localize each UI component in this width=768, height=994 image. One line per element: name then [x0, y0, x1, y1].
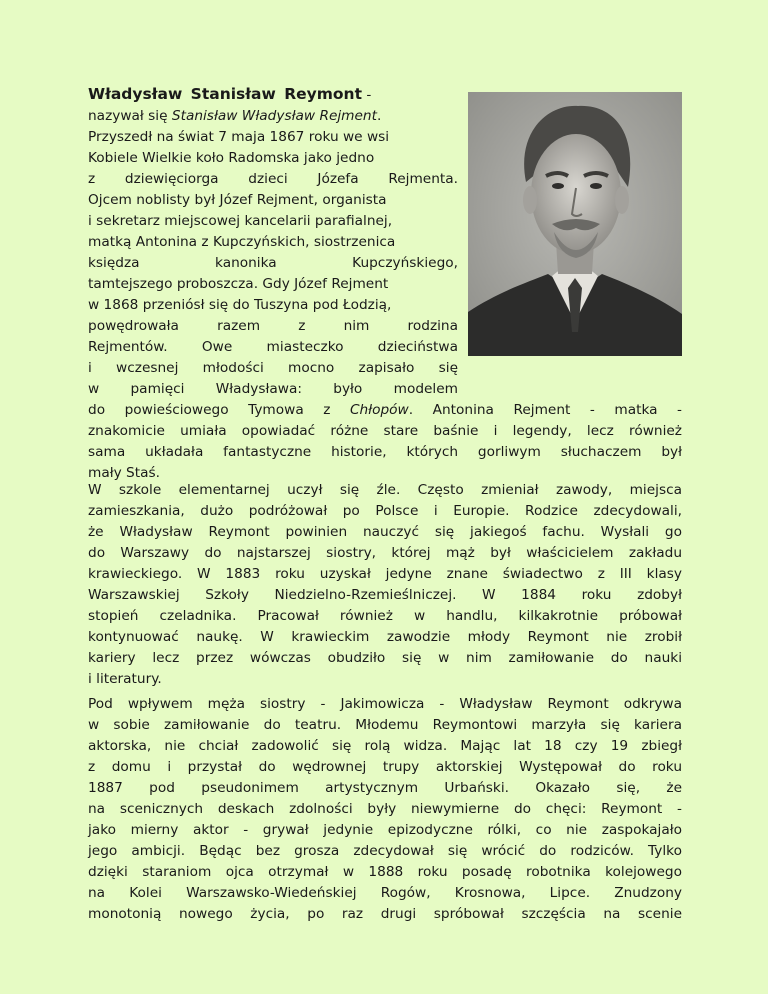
intro-line-5: z dziewięciorga dzieci Józefa Rejmenta.: [88, 171, 458, 187]
p3-line-1: Pod wpływem męża siostry - Jakimowicza - Władysław Reymont odkrywa: [88, 696, 682, 712]
p2-line-6: Warszawskiej Szkoły Niedzielno-Rzemieślniczej. W 1884 roku zdobył: [88, 587, 682, 603]
paragraph-3: [88, 694, 682, 925]
p3-line-4: z domu i przystał do wędrownej trupy aktorskiej Występował do roku: [88, 759, 682, 775]
birth-name: Stanisław Władysław Rejment: [171, 108, 377, 124]
p2-line-10: i literatury.: [88, 671, 162, 687]
p3-line-6: na scenicznych deskach zdolności były niewymierne do chęci: Reymont -: [88, 801, 682, 817]
p3-line-5: 1887 pod pseudonimem artystycznym Urbański. Okazało się, że: [88, 780, 682, 796]
p3-line-7: jako mierny aktor - grywał jedynie epizodyczne rólki, co nie zaspokajało: [88, 822, 682, 838]
intro-line-7: i sekretarz miejscowej kancelarii parafialnej,: [88, 213, 393, 229]
p2-line-5: krawieckiego. W 1883 roku uzyskał jedyne znane świadectwo z III klasy: [88, 566, 682, 582]
intro-line-3: Przyszedł na świat 7 maja 1867 roku we wsi: [88, 129, 390, 145]
p2-line-9: kariery lecz przez wówczas obudziło się w nim zamiłowanie do nauki: [88, 650, 682, 666]
intro-line-13: Rejmentów. Owe miasteczko dzieciństwa: [88, 339, 458, 355]
p2-line-1: W szkole elementarnej uczył się źle. Często zmieniał zawody, miejsca: [88, 482, 682, 498]
author-name-heading: Władysław Stanisław Reymont: [88, 85, 362, 103]
intro-line-4: Kobiele Wielkie koło Radomska jako jedno: [88, 150, 375, 166]
intro-line-18: sama układała fantastyczne historie, których gorliwym słuchaczem był: [88, 444, 682, 460]
p3-line-11: monotonią nowego życia, po raz drugi spróbował szczęścia na scenie: [88, 906, 682, 922]
p3-line-3: aktorska, nie chciał zadowolić się rolą widza. Mając lat 18 czy 19 zbiegł: [88, 738, 682, 754]
intro-line-10: tamtejszego proboszcza. Gdy Józef Rejment: [88, 276, 389, 292]
p3-line-10: na Kolei Warszawsko-Wiedeńskiej Rogów, Krosnowa, Lipce. Znudzony: [88, 885, 682, 901]
intro-line-11: w 1868 przeniósł się do Tuszyna pod Łodzią,: [88, 297, 392, 313]
intro-line-8: matką Antonina z Kupczyńskich, siostrzenica: [88, 234, 396, 250]
intro-line-12: powędrowała razem z nim rodzina: [88, 318, 458, 334]
intro-line-9: księdza kanonika Kupczyńskiego,: [88, 255, 458, 271]
intro-line-2: nazywał się Stanisław Władysław Rejment.: [88, 108, 382, 124]
p2-line-7: stopień czeladnika. Pracował również w handlu, kilkakrotnie próbował: [88, 608, 682, 624]
p2-line-2: zamieszkania, dużo podróżował po Polsce i Europie. Rodzice zdecydowali,: [88, 503, 682, 519]
intro-line-17: znakomicie umiała opowiadać różne stare baśnie i legendy, lecz również: [88, 423, 682, 439]
p3-line-2: w sobie zamiłowanie do teatru. Młodemu Reymontowi marzyła się kariera: [88, 717, 682, 733]
paragraph-2: [88, 480, 682, 690]
p3-line-9: dzięki staraniom ojca otrzymał w 1888 roku posadę robotnika kolejowego: [88, 864, 682, 880]
intro-line-19: mały Staś.: [88, 465, 160, 481]
p2-line-3: że Władysław Reymont powinien nauczyć się jakiegoś fachu. Wysłali go: [88, 524, 682, 540]
intro-line-15: w pamięci Władysława: było modelem: [88, 381, 458, 397]
p2-line-4: do Warszawy do najstarszej siostry, której mąż był właścicielem zakładu: [88, 545, 682, 561]
intro-line-1: Władysław Stanisław Reymont -: [88, 85, 372, 103]
intro-paragraph: [88, 84, 682, 484]
novel-title: Chłopów: [349, 402, 409, 418]
intro-line-16: do powieściowego Tymowa z Chłopów. Antonina Rejment - matka -: [88, 402, 682, 418]
p2-line-8: kontynuować naukę. W krawieckim zawodzie młody Reymont nie zrobił: [88, 629, 682, 645]
intro-line-14: i wczesnej młodości mocno zapisało się: [88, 360, 458, 376]
intro-line-6: Ojcem noblisty był Józef Rejment, organista: [88, 192, 387, 208]
p3-line-8: jego ambicji. Będąc bez grosza zdecydował się wrócić do rodziców. Tylko: [88, 843, 682, 859]
